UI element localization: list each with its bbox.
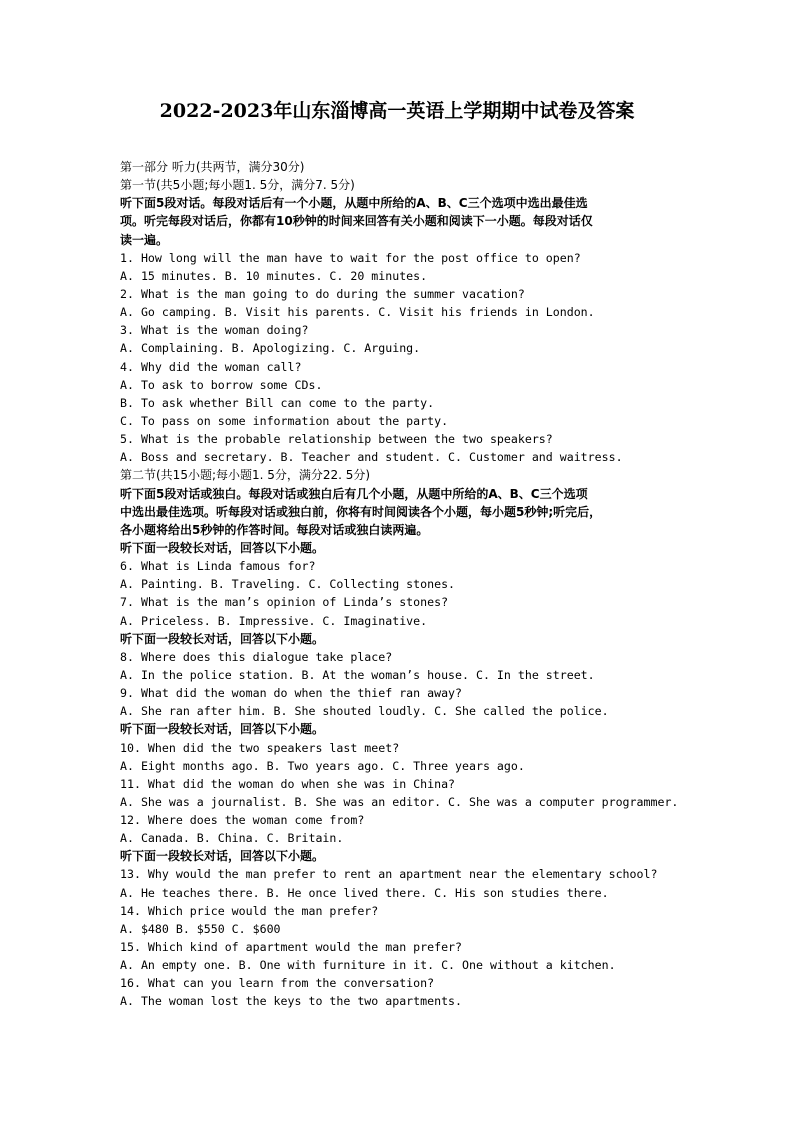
text-line: A. Go camping. B. Visit his parents. C. Visit his friends in London. <box>120 305 595 320</box>
text-line: 2. What is the man going to do during the summer vacation? <box>120 286 525 301</box>
text-line: 15. Which kind of apartment would the man prefer? <box>120 940 463 955</box>
text-line: 中选出最佳选项。听每段对话或独白前，你将有时间阅读各个小题，每小题5秒钟;听完后， <box>120 504 602 519</box>
text-line: A. Complaining. B. Apologizing. C. Arguing. <box>120 341 421 356</box>
text-line: 听下面一段较长对话，回答以下小题。 <box>120 722 325 737</box>
text-line: 8. Where does this dialogue take place? <box>120 649 393 664</box>
text-line: 4. Why did the woman call? <box>120 359 302 374</box>
text-line: A. To ask to borrow some CDs. <box>120 377 323 392</box>
text-line: A. She ran after him. B. She shouted loudly. C. She called the police. <box>120 704 609 719</box>
text-line: 14. Which price would the man prefer? <box>120 903 379 918</box>
text-line: 听下面一段较长对话，回答以下小题。 <box>120 631 325 646</box>
text-line: 6. What is Linda famous for? <box>120 559 316 574</box>
text-line: 第一部分 听力(共两节，满分30分) <box>120 160 305 174</box>
document-title: 2022-2023年山东淄博高一英语上学期期中试卷及答案 <box>159 100 635 122</box>
text-line: A. An empty one. B. One with furniture in it. C. One without a kitchen. <box>120 958 616 973</box>
text-line: 1. How long will the man have to wait for the post office to open? <box>120 250 581 265</box>
text-line: B. To ask whether Bill can come to the party. <box>120 395 435 410</box>
text-line: 16. What can you learn from the conversation? <box>120 976 435 991</box>
text-line: 读一遍。 <box>120 232 169 247</box>
text-line: A. The woman lost the keys to the two apartments. <box>120 994 463 1009</box>
text-line: A. Canada. B. China. C. Britain. <box>120 831 344 846</box>
text-line: 听下面一段较长对话，回答以下小题。 <box>120 849 325 864</box>
text-line: A. Priceless. B. Impressive. C. Imaginative. <box>120 613 428 628</box>
text-line: A. Boss and secretary. B. Teacher and student. C. Customer and waitress. <box>120 450 623 465</box>
text-line: 听下面5段对话或独白。每段对话或独白后有几个小题，从题中所给的A、B、C三个选项 <box>120 486 588 501</box>
text-line: A. He teaches there. B. He once lived there. C. His son studies there. <box>120 885 609 900</box>
text-line: 3. What is the woman doing? <box>120 323 309 338</box>
text-line: 11. What did the woman do when she was in China? <box>120 776 456 791</box>
text-line: 9. What did the woman do when the thief ran away? <box>120 686 463 701</box>
text-line: 12. Where does the woman come from? <box>120 813 365 828</box>
text-line: A. 15 minutes. B. 10 minutes. C. 20 minutes. <box>120 268 428 283</box>
text-line: 第一节(共5小题;每小题1. 5分，满分7. 5分) <box>120 178 355 193</box>
text-line: 7. What is the man’s opinion of Linda’s stones? <box>120 595 449 610</box>
text-line: 听下面一段较长对话，回答以下小题。 <box>120 540 325 555</box>
text-line: 5. What is the probable relationship between the two speakers? <box>120 432 553 447</box>
text-line: 10. When did the two speakers last meet? <box>120 740 400 755</box>
text-line: 第二节(共15小题;每小题1. 5分，满分22. 5分) <box>120 468 371 483</box>
text-line: 项。听完每段对话后，你都有10秒钟的时间来回答有关小题和阅读下一小题。每段对话仅 <box>120 214 593 229</box>
text-line: A. $480 B. $550 C. $600 <box>120 921 281 936</box>
text-line: 各小题将给出5秒钟的作答时间。每段对话或独白读两遍。 <box>120 522 429 537</box>
text-line: C. To pass on some information about the party. <box>120 413 449 428</box>
text-line: A. In the police station. B. At the woman’s house. C. In the street. <box>120 667 595 682</box>
text-line: A. Painting. B. Traveling. C. Collecting stones. <box>120 577 456 592</box>
text-line: 13. Why would the man prefer to rent an apartment near the elementary school? <box>120 867 658 882</box>
text-line: A. She was a journalist. B. She was an editor. C. She was a computer programmer. <box>120 794 679 809</box>
text-line: 听下面5段对话。每段对话后有一个小题，从题中所给的A、B、C三个选项中选出最佳选 <box>120 196 588 211</box>
exam-body <box>120 158 680 1011</box>
text-line: A. Eight months ago. B. Two years ago. C. Three years ago. <box>120 758 525 773</box>
